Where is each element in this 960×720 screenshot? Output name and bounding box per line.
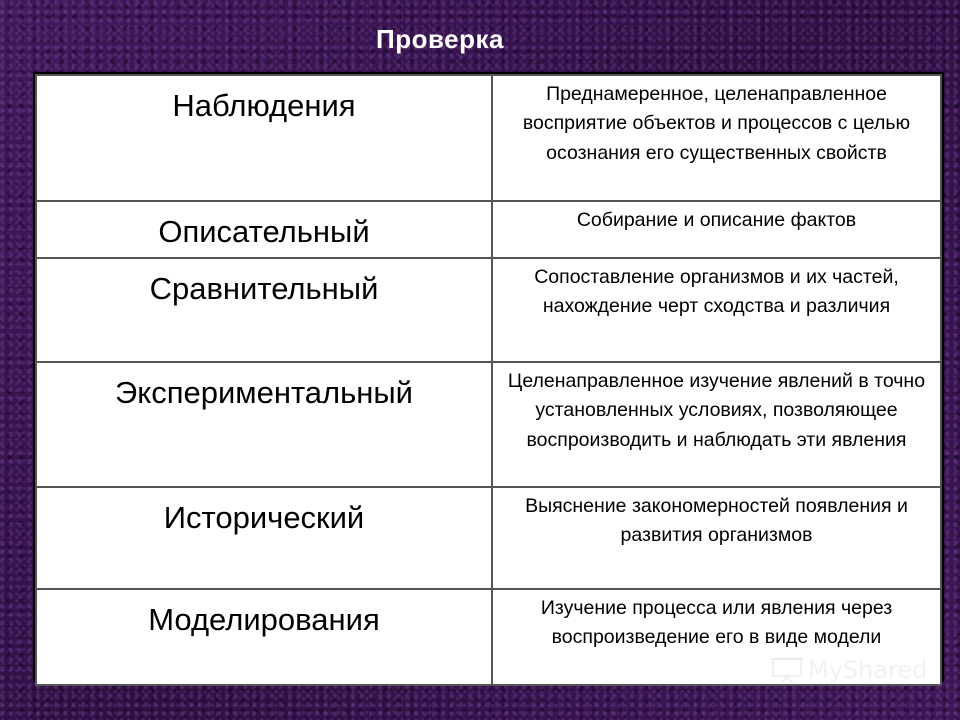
method-description: Выяснение закономерностей появления и развития организмов xyxy=(492,487,941,589)
slide-title: Проверка xyxy=(376,24,504,54)
table-row xyxy=(36,258,941,362)
table-row xyxy=(36,487,941,589)
method-name: Моделирования xyxy=(36,589,492,685)
method-name: Исторический xyxy=(36,487,492,589)
table-row xyxy=(36,362,941,487)
method-description: Целенаправленное изучение явлений в точно установленных условиях, позволяющее воспроизводить и наблюдать эти явления xyxy=(492,362,941,487)
method-name: Наблюдения xyxy=(36,75,492,201)
table-row xyxy=(36,201,941,258)
method-description: Преднамеренное, целенаправленное восприятие объектов и процессов с целью осознания его существенных свойств xyxy=(492,75,941,201)
method-name: Сравнительный xyxy=(36,258,492,362)
method-description: Сопоставление организмов и их частей, нахождение черт сходства и различия xyxy=(492,258,941,362)
table-row xyxy=(36,75,941,201)
method-description: Собирание и описание фактов xyxy=(492,201,941,258)
methods-table-frame xyxy=(33,72,944,682)
watermark-text: MyShared xyxy=(808,656,928,684)
presentation-icon xyxy=(770,655,804,685)
method-name: Описательный xyxy=(36,201,492,258)
method-description: Изучение процесса или явления через воспроизведение его в виде модели xyxy=(492,589,941,685)
methods-table xyxy=(35,74,942,686)
watermark xyxy=(770,655,927,685)
method-name: Экспериментальный xyxy=(36,362,492,487)
